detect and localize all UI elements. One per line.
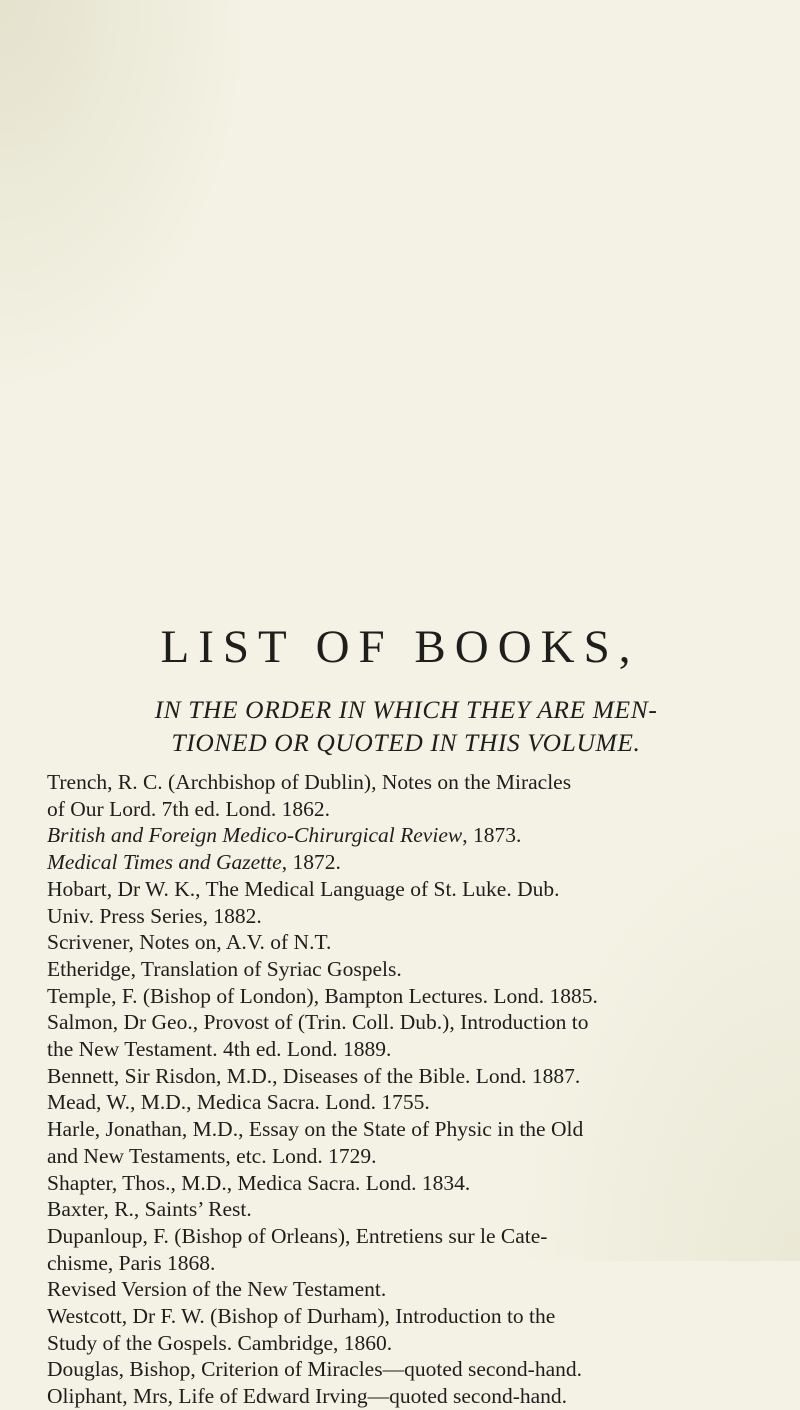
book-list bbox=[47, 769, 767, 1410]
entry-line: Harle, Jonathan, M.D., Essay on the State of Physic in the Old bbox=[47, 1117, 584, 1142]
book-entry bbox=[47, 1116, 767, 1169]
entry-italic-title: Medical Times and Gazette bbox=[47, 850, 282, 875]
entry-line: Mead, W., M.D., Medica Sacra. Lond. 1755. bbox=[47, 1090, 430, 1115]
entry-continuation: and New Testaments, etc. Lond. 1729. bbox=[47, 1143, 377, 1168]
entry-line: Dupanloup, F. (Bishop of Orleans), Entretiens sur le Cate- bbox=[47, 1223, 548, 1248]
entry-line: , 1873. bbox=[462, 823, 522, 848]
entry-continuation: Study of the Gospels. Cambridge, 1860. bbox=[47, 1330, 393, 1355]
book-entry bbox=[47, 876, 767, 929]
book-entry bbox=[47, 956, 767, 983]
entry-line: Westcott, Dr F. W. (Bishop of Durham), Introduction to the bbox=[47, 1304, 556, 1329]
entry-line: Shapter, Thos., M.D., Medica Sacra. Lond. 1834. bbox=[47, 1170, 471, 1195]
entry-line: Scrivener, Notes on, A.V. of N.T. bbox=[47, 930, 332, 955]
entry-line: Etheridge, Translation of Syriac Gospels. bbox=[47, 956, 402, 981]
entry-continuation: Univ. Press Series, 1882. bbox=[47, 903, 262, 928]
book-entry bbox=[47, 849, 767, 876]
entry-line: Temple, F. (Bishop of London), Bampton Lectures. Lond. 1885. bbox=[47, 983, 598, 1008]
book-entry bbox=[47, 1303, 767, 1356]
book-entry bbox=[47, 1009, 767, 1062]
book-entry bbox=[47, 1356, 767, 1383]
book-entry bbox=[47, 929, 767, 956]
book-entry bbox=[47, 822, 767, 849]
entry-line: Trench, R. C. (Archbishop of Dublin), Notes on the Miracles bbox=[47, 770, 572, 794]
entry-continuation: the New Testament. 4th ed. Lond. 1889. bbox=[47, 1037, 392, 1062]
entry-italic-title: British and Foreign Medico-Chirurgical Review bbox=[47, 823, 463, 848]
subtitle-line-1: IN THE ORDER IN WHICH THEY ARE MEN- bbox=[154, 695, 658, 724]
entry-line: , 1872. bbox=[281, 850, 341, 875]
entry-continuation: of Our Lord. 7th ed. Lond. 1862. bbox=[47, 796, 331, 821]
entry-line: Baxter, R., Saints’ Rest. bbox=[47, 1197, 252, 1222]
page-title: LIST OF BOOKS, bbox=[160, 621, 640, 673]
page-subtitle bbox=[76, 693, 736, 759]
book-entry bbox=[47, 1170, 767, 1197]
entry-line: Oliphant, Mrs, Life of Edward Irving—quoted second-hand. bbox=[47, 1384, 568, 1409]
book-entry bbox=[47, 1063, 767, 1090]
book-entry bbox=[47, 1383, 767, 1410]
subtitle-line-2: TIONED OR QUOTED IN THIS VOLUME. bbox=[171, 728, 641, 757]
book-entry bbox=[47, 1089, 767, 1116]
book-entry bbox=[47, 1196, 767, 1223]
entry-line: Douglas, Bishop, Criterion of Miracles—quoted second-hand. bbox=[47, 1357, 583, 1382]
entry-line: Salmon, Dr Geo., Provost of (Trin. Coll. Dub.), Introduction to bbox=[47, 1010, 589, 1035]
entry-line: Bennett, Sir Risdon, M.D., Diseases of the Bible. Lond. 1887. bbox=[47, 1063, 581, 1088]
entry-continuation: chisme, Paris 1868. bbox=[47, 1250, 216, 1275]
entry-line: Revised Version of the New Testament. bbox=[47, 1277, 387, 1302]
book-entry bbox=[47, 1223, 767, 1276]
book-entry bbox=[47, 983, 767, 1010]
book-entry bbox=[47, 1276, 767, 1303]
entry-line: Hobart, Dr W. K., The Medical Language of St. Luke. Dub. bbox=[47, 876, 560, 901]
book-entry bbox=[47, 769, 767, 822]
